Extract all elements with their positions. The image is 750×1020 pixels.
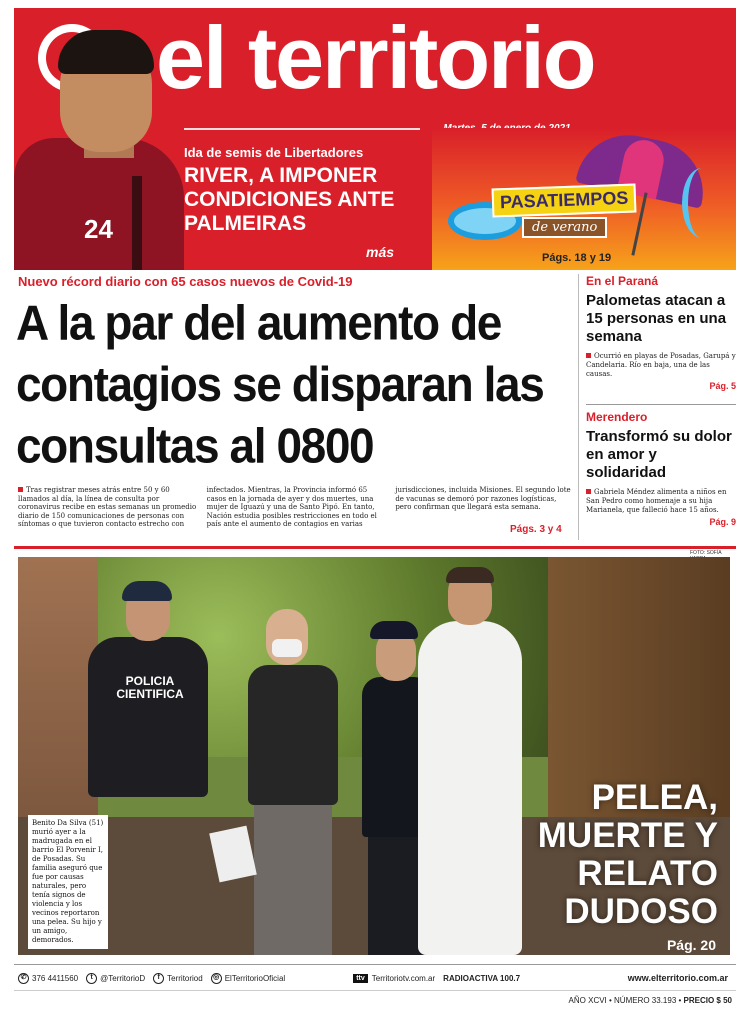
issue-number: AÑO XCVI • NÚMERO 33.193 •	[568, 996, 682, 1005]
lead-photo[interactable]	[18, 557, 730, 955]
divider	[184, 128, 420, 130]
divider	[586, 404, 736, 405]
twitter-link[interactable]: t @TerritorioD	[86, 973, 145, 984]
section-rule	[14, 546, 736, 549]
price: PRECIO $ 50	[683, 996, 732, 1005]
website-link[interactable]: www.elterritorio.com.ar	[627, 973, 728, 983]
main-body: Tras registrar meses atrás entre 50 y 60 llamados al día, la línea de consulta por coronavirus recibe en estas semanas un promedio diario de 150 comunicaciones de personas con síntomas o que tuvieron contacto estrecho con infectados. Mientras, la Provincia informó 65 casos en la jornada de ayer y dos muertes, una mujer de Iguazú y una de Santo Pipó. En tanto, Nación estudia posibles restricciones en todo el país ante el aumento de contagios en varias jurisdicciones, incluida Misiones. El segundo lote de vacunas se demoró por razones logísticas, pero confirman que llegará esta semana.	[18, 486, 571, 529]
footer	[18, 970, 736, 986]
bullet-icon	[586, 489, 591, 494]
newspaper-front-page	[14, 8, 736, 1012]
instagram-link[interactable]: ◎ ElTerritorioOficial	[211, 973, 285, 984]
newspaper-logo[interactable]: el territorio	[156, 8, 595, 107]
whatsapp-icon: ✆	[18, 973, 29, 984]
main-pages[interactable]: Págs. 3 y 4	[510, 524, 562, 535]
promo-title: PASATIEMPOS	[492, 183, 637, 217]
side-headline: Palometas atacan a 15 personas en una semana	[586, 292, 727, 345]
masthead	[14, 8, 736, 270]
column-divider	[578, 274, 579, 540]
pasatiempos-promo[interactable]	[432, 128, 736, 270]
photo-page: Pág. 20	[666, 937, 716, 953]
side-body: Ocurrió en playas de Posadas, Garupá y Candelaria. Río en baja, una de las causas.	[586, 352, 736, 378]
sports-teaser[interactable]	[184, 145, 424, 236]
vest-label: POLICIA CIENTIFICA	[116, 674, 184, 701]
tv-badge: ttv	[353, 974, 368, 983]
tv-link[interactable]: ttv Territoriotv.com.ar	[353, 974, 435, 983]
footer-rule	[14, 964, 736, 965]
photo-caption: Benito Da Silva (51) murió ayer a la madrugada en el barrio El Porvenir I, de Posadas. Su familia aseguró que fue por causas naturales, pero tenía signos de violencia y los vecinos reportaron una pelea. Su hijo y un amigo, demorados.	[28, 815, 108, 949]
side-page: Pág. 9	[709, 517, 736, 527]
promo-subtitle: de verano	[522, 217, 607, 238]
promo-pages: Págs. 18 y 19	[542, 252, 612, 264]
sports-kicker: Ida de semis de Libertadores	[184, 145, 364, 160]
jersey-number: 24	[84, 214, 113, 244]
side-story-1[interactable]	[586, 274, 736, 391]
bullet-icon	[18, 487, 23, 492]
whatsapp-link[interactable]: ✆ 376 4411560	[18, 973, 78, 984]
radio-link[interactable]: RADIOACTIVA 100.7	[443, 973, 521, 983]
photo-credit: FOTO: SOFÍA	[690, 550, 722, 556]
instagram-icon: ◎	[211, 973, 222, 984]
bullet-icon	[586, 353, 591, 358]
main-kicker: Nuevo récord diario con 65 casos nuevos de Covid-19	[18, 274, 353, 289]
facebook-icon: f	[153, 973, 164, 984]
photo-headline[interactable]: PELEA, MUERTE Y RELATO DUDOSO	[537, 778, 718, 931]
side-page: Pág. 5	[709, 381, 736, 391]
side-kicker: Merendero	[586, 410, 648, 424]
facebook-link[interactable]: f Territoriod	[153, 973, 203, 984]
main-headline[interactable]: A la par del aumento de contagios se disparan las consultas al 0800	[16, 295, 544, 474]
sports-headline: RIVER, A IMPONER CONDICIONES ANTE PALMEIRAS	[184, 164, 395, 235]
issue-info	[569, 996, 732, 1005]
more-link[interactable]: más	[366, 244, 395, 260]
side-body: Gabriela Méndez alimenta a niños en San Pedro como homenaje a su hija Marianela, que falleció hace 15 años.	[586, 488, 727, 514]
side-headline: Transformó su dolor en amor y solidaridad	[586, 428, 732, 481]
side-story-2[interactable]	[586, 410, 736, 527]
splash-icon	[682, 168, 722, 238]
twitter-icon: t	[86, 973, 97, 984]
footer-rule	[14, 990, 736, 991]
side-kicker: En el Paraná	[586, 274, 659, 288]
